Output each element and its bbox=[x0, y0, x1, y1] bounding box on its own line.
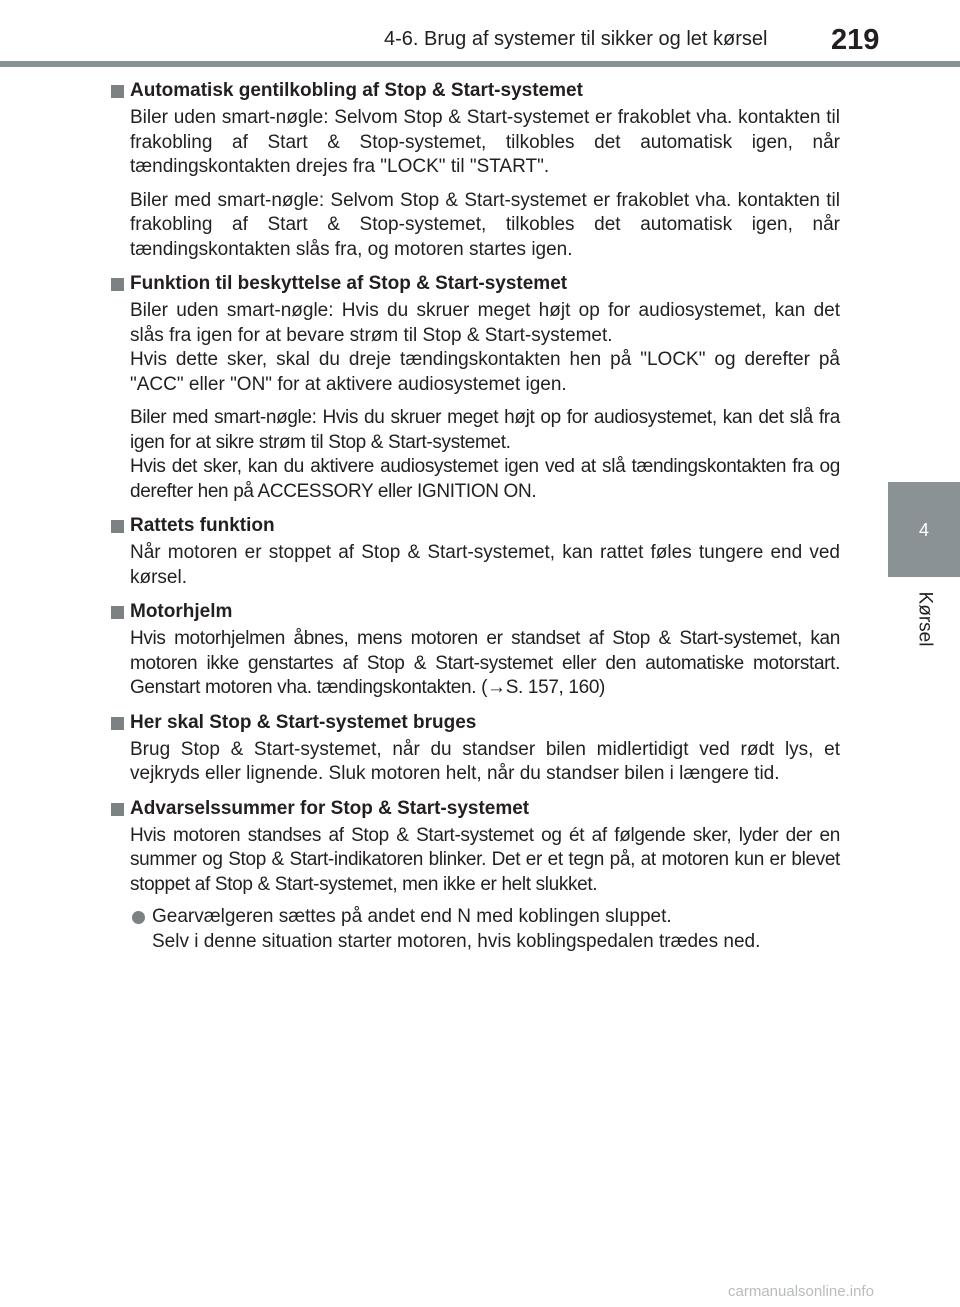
square-bullet-icon bbox=[111, 85, 124, 98]
section-auto-reconnect bbox=[108, 79, 840, 262]
section-hood bbox=[108, 600, 840, 701]
chapter-label bbox=[880, 584, 960, 654]
square-bullet-icon bbox=[111, 520, 124, 533]
section-steering bbox=[108, 514, 840, 590]
round-bullet-icon bbox=[132, 911, 145, 924]
section-title: Rattets funktion bbox=[130, 515, 275, 536]
section-heading bbox=[108, 272, 840, 296]
section-title: Her skal Stop & Start-systemet bruges bbox=[130, 711, 477, 733]
section-heading bbox=[108, 79, 840, 103]
chapter-number: 4 bbox=[918, 520, 929, 540]
page-number: 219 bbox=[831, 24, 880, 56]
section-title: Automatisk gentilkobling af Stop & Start-systemet bbox=[130, 80, 583, 101]
section-title: Funktion til beskyttelse af Stop & Start-systemet bbox=[130, 273, 568, 294]
paragraph: Biler uden smart-nøgle: Selvom Stop & Start-systemet er frakoblet vha. kontakten til frakobling af Start & Stop-systemet, tilkobles det automatisk igen, når tændingskontakten drejes fra "LOCK" til "START". bbox=[130, 107, 840, 177]
paragraph: Når motoren er stoppet af Stop & Start-systemet, kan rattet føles tungere end ved kørsel. bbox=[130, 542, 840, 588]
section-protection-function bbox=[108, 272, 840, 504]
paragraph bbox=[130, 299, 840, 397]
section-heading bbox=[108, 711, 840, 735]
section-title: Advarselssummer for Stop & Start-systemet bbox=[130, 797, 530, 819]
bullet-item bbox=[130, 905, 840, 954]
section-warning-buzzer bbox=[108, 797, 840, 955]
running-header-title: 4-6. Brug af systemer til sikker og let kørsel bbox=[384, 28, 768, 50]
header-divider bbox=[0, 61, 960, 67]
paragraph-line: Hvis dette sker, skal du dreje tændingskontakten hen på "LOCK" og derefter på "ACC" eller "ON" for at aktivere audiosystemet igen. bbox=[130, 349, 840, 395]
section-usage bbox=[108, 711, 840, 787]
square-bullet-icon bbox=[111, 278, 124, 291]
paragraph-line: Biler med smart-nøgle: Hvis du skruer meget højt op for audiosystemet, kan det slå fra igen for at sikre strøm til Stop & Start-systemet. bbox=[130, 407, 840, 453]
section-heading bbox=[108, 514, 840, 538]
square-bullet-icon bbox=[111, 803, 124, 816]
paragraph: Biler med smart-nøgle: Selvom Stop & Start-systemet er frakoblet vha. kontakten til frakobling af Start & Stop-systemet, tilkobles det automatisk igen, når tændingskontakten slås fra, og motoren startes igen. bbox=[130, 189, 840, 260]
section-heading bbox=[108, 600, 840, 624]
paragraph: Hvis motoren standses af Stop & Start-systemet og ét af følgende sker, lyder der en summer og Stop & Start-indikatoren blinker. Det er et tegn på, at motoren kun er blevet stoppet af Stop & Start-systemet, men ikke er helt slukket. bbox=[130, 824, 840, 895]
chapter-label-text: Kørsel bbox=[914, 591, 935, 647]
paragraph-line: Hvis det sker, kan du aktivere audiosystemet igen ved at slå tændingskontakten fra og derefter hen på ACCESSORY eller IGNITION ON. bbox=[130, 456, 840, 502]
watermark: carmanualsonline.info bbox=[728, 1283, 874, 1300]
section-title: Motorhjelm bbox=[130, 601, 233, 622]
bullet-line: Gearvælgeren sættes på andet end N med koblingen sluppet. bbox=[152, 906, 672, 927]
paragraph: Brug Stop & Start-systemet, når du standser bilen midlertidigt ved rødt lys, et vejkryds eller lignende. Sluk motoren helt, når du standser bilen i længere tid. bbox=[130, 738, 840, 784]
square-bullet-icon bbox=[111, 717, 124, 730]
bullet-line: Selv i denne situation starter motoren, hvis koblingspedalen trædes ned. bbox=[152, 930, 761, 952]
paragraph: Hvis motorhjelmen åbnes, mens motoren er standset af Stop & Start-systemet, kan motoren ikke genstartes af Stop & Start-systemet eller den automatiske motorstart. Genstart motoren vha. tændingskontakten. (→S. 157, 160) bbox=[130, 628, 840, 698]
chapter-tab bbox=[888, 482, 960, 577]
paragraph bbox=[130, 406, 840, 504]
square-bullet-icon bbox=[111, 606, 124, 619]
paragraph-line: Biler uden smart-nøgle: Hvis du skruer meget højt op for audiosystemet, kan det slås fra igen for at bevare strøm til Stop & Start-systemet. bbox=[130, 300, 840, 346]
section-heading bbox=[108, 797, 840, 821]
page-content bbox=[108, 75, 840, 954]
